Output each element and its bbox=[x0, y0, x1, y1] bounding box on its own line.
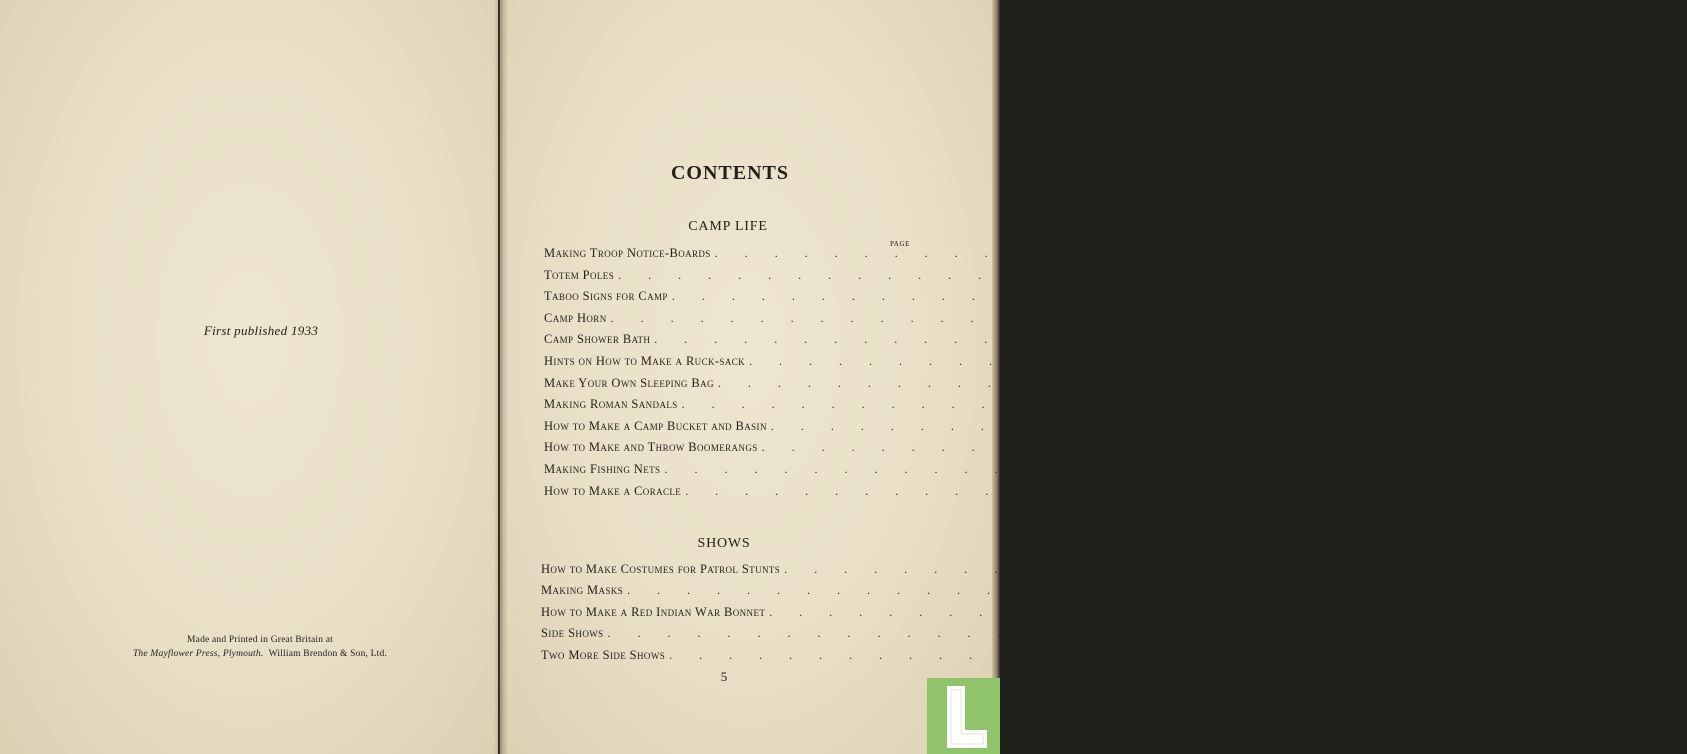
toc-entry bbox=[544, 310, 1513, 331]
toc-leader-dots: . . . . . . . . . . . . . . . . . . . . . . . . . . . . . . bbox=[717, 375, 1603, 390]
toc-entry-page: 40 bbox=[1574, 483, 1588, 498]
imprint-line: Made and Printed in Great Britain at bbox=[187, 635, 333, 645]
toc-entry bbox=[544, 332, 1557, 352]
toc-leader-dots: . . . . . . . . . . . . . . . . . . . . . . . . . . . . . . bbox=[669, 647, 1555, 662]
imprint-press: The Mayflower Press, Plymouth. bbox=[132, 649, 264, 659]
toc-leader-dots: . . . . . . . . . . . . . . . . . . . . . . . . . . . . . . bbox=[664, 462, 1550, 476]
toc-leader-dots: . . . . . . . . . . . . . . . . . . . . . . . . . . . . . . bbox=[618, 267, 1504, 282]
toc-leader-dots: . . . . . . . . . . . . . . . . . . . . . . . . . . . . . . bbox=[749, 354, 1635, 368]
toc-entry-title: Camp Shower Bath bbox=[544, 332, 651, 347]
page-number: 5 bbox=[720, 669, 728, 684]
imprint-press-line bbox=[90, 647, 430, 661]
toc-entry bbox=[541, 583, 1530, 603]
printer-imprint bbox=[90, 633, 430, 661]
toc-entry-page: 56 bbox=[1496, 626, 1510, 641]
toc-entry bbox=[544, 289, 1575, 309]
toc-entry bbox=[541, 647, 1572, 668]
toc-entry bbox=[541, 626, 1510, 646]
toc-entry bbox=[544, 375, 1621, 396]
toc-leader-dots: . . . . . . . . . . . . . . . . . . . . . . . . . . . . . . bbox=[610, 310, 1496, 325]
toc-entry bbox=[541, 604, 1672, 625]
toc-entry-title: How to Make Costumes for Patrol Stunts bbox=[541, 562, 781, 576]
toc-entry-page: 64 bbox=[1558, 647, 1572, 662]
toc-entry-page: 43 bbox=[1673, 562, 1687, 576]
toc-entry-title: Totem Poles bbox=[544, 267, 615, 282]
toc-entry-title: Making Masks bbox=[541, 583, 624, 598]
toc-entry-title: Camp Horn bbox=[544, 310, 607, 325]
toc-entry bbox=[541, 562, 1687, 582]
toc-entry bbox=[544, 440, 1664, 460]
toc-leader-dots: . . . . . . . . . . . . . . . . . . . . . . . . . . . . . . bbox=[761, 440, 1647, 455]
toc-leader-dots: . . . . . . . . . . . . . . . . . . . . . . . . . . . . . . bbox=[685, 483, 1571, 498]
toc-leader-dots: . . . . . . . . . . . . . . . . . . . . . . . . . . . . . . bbox=[627, 583, 1513, 598]
toc-entry-page: 32 bbox=[1659, 418, 1674, 433]
toc-entry-page: 18 bbox=[1499, 310, 1513, 325]
lastdodo-l-logo-icon[interactable] bbox=[927, 678, 1000, 754]
toc-entry-page: 28 bbox=[1606, 375, 1621, 390]
section-title-camp-life: CAMP LIFE bbox=[688, 219, 768, 234]
toc-entry-page: 7 bbox=[1603, 246, 1611, 260]
toc-entry bbox=[544, 418, 1674, 439]
toc-entry-title: How to Make a Camp Bucket and Basin bbox=[544, 418, 767, 433]
page-column-header: PAGE bbox=[889, 240, 910, 248]
toc-entry-page: 22 bbox=[1543, 332, 1557, 347]
toc-entry-title: Side Shows bbox=[541, 626, 604, 641]
toc-leader-dots: . . . . . . . . . . . . . . . . . . . . . . . . . . . . . . bbox=[654, 332, 1540, 347]
toc-entry-title: Making Troop Notice-Boards bbox=[544, 246, 711, 260]
toc-entry-page: 35 bbox=[1650, 440, 1664, 455]
toc-entry-page: 52 bbox=[1658, 604, 1672, 619]
section-title-shows: SHOWS bbox=[697, 536, 751, 551]
toc-entry-title: How to Make a Coracle bbox=[544, 483, 682, 498]
toc-entry-page: 37 bbox=[1553, 462, 1567, 476]
toc-entry-title: Making Fishing Nets bbox=[544, 462, 661, 476]
toc-entry-page: 30 bbox=[1570, 397, 1584, 412]
toc-entry-title: How to Make a Red Indian War Bonnet bbox=[541, 604, 766, 619]
toc-entry bbox=[544, 354, 1652, 374]
toc-entry bbox=[544, 397, 1584, 417]
toc-entry-page: 25 bbox=[1638, 354, 1652, 368]
toc-leader-dots: . . . . . . . . . . . . . . . . . . . . . . . . . . . . . . bbox=[769, 604, 1655, 619]
toc-leader-dots: . . . . . . . . . . . . . . . . . . . . . . . . . . . . . . bbox=[784, 562, 1670, 576]
toc-entry-page: 15 bbox=[1560, 289, 1575, 304]
toc-leader-dots: . . . . . . . . . . . . . . . . . . . . . . . . . . . . . . bbox=[671, 289, 1557, 304]
toc-entry bbox=[544, 267, 1521, 288]
toc-entry-title: Taboo Signs for Camp bbox=[544, 289, 668, 304]
book-gutter bbox=[494, 0, 508, 754]
toc-entry-page: 48 bbox=[1516, 583, 1530, 598]
contents-title: CONTENTS bbox=[670, 162, 790, 184]
toc-entry bbox=[544, 483, 1588, 504]
toc-entry bbox=[544, 462, 1567, 482]
toc-entry bbox=[544, 246, 1611, 266]
toc-entry-title: How to Make and Throw Boomerangs bbox=[544, 440, 758, 455]
toc-entry-title: Hints on How to Make a Ruck-sack bbox=[544, 354, 746, 368]
first-published-note: First published 1933 bbox=[203, 323, 319, 338]
toc-leader-dots: . . . . . . . . . . . . . . . . . . . . . . . . . . . . . . bbox=[770, 418, 1656, 433]
toc-entry-title: Two More Side Shows bbox=[541, 647, 666, 662]
toc-leader-dots: . . . . . . . . . . . . . . . . . . . . . . . . . . . . . . bbox=[607, 626, 1493, 641]
toc-leader-dots: . . . . . . . . . . . . . . . . . . . . . . . . . . . . . . bbox=[681, 397, 1567, 412]
toc-entry-page: 10 bbox=[1507, 267, 1521, 282]
imprint-printer: William Brendon & Son, Ltd. bbox=[268, 649, 388, 659]
toc-leader-dots: . . . . . . . . . . . . . . . . . . . . . . . . . . . . . . bbox=[714, 246, 1600, 260]
toc-entry-title: Making Roman Sandals bbox=[544, 397, 678, 412]
toc-entry-title: Make Your Own Sleeping Bag bbox=[544, 375, 714, 390]
